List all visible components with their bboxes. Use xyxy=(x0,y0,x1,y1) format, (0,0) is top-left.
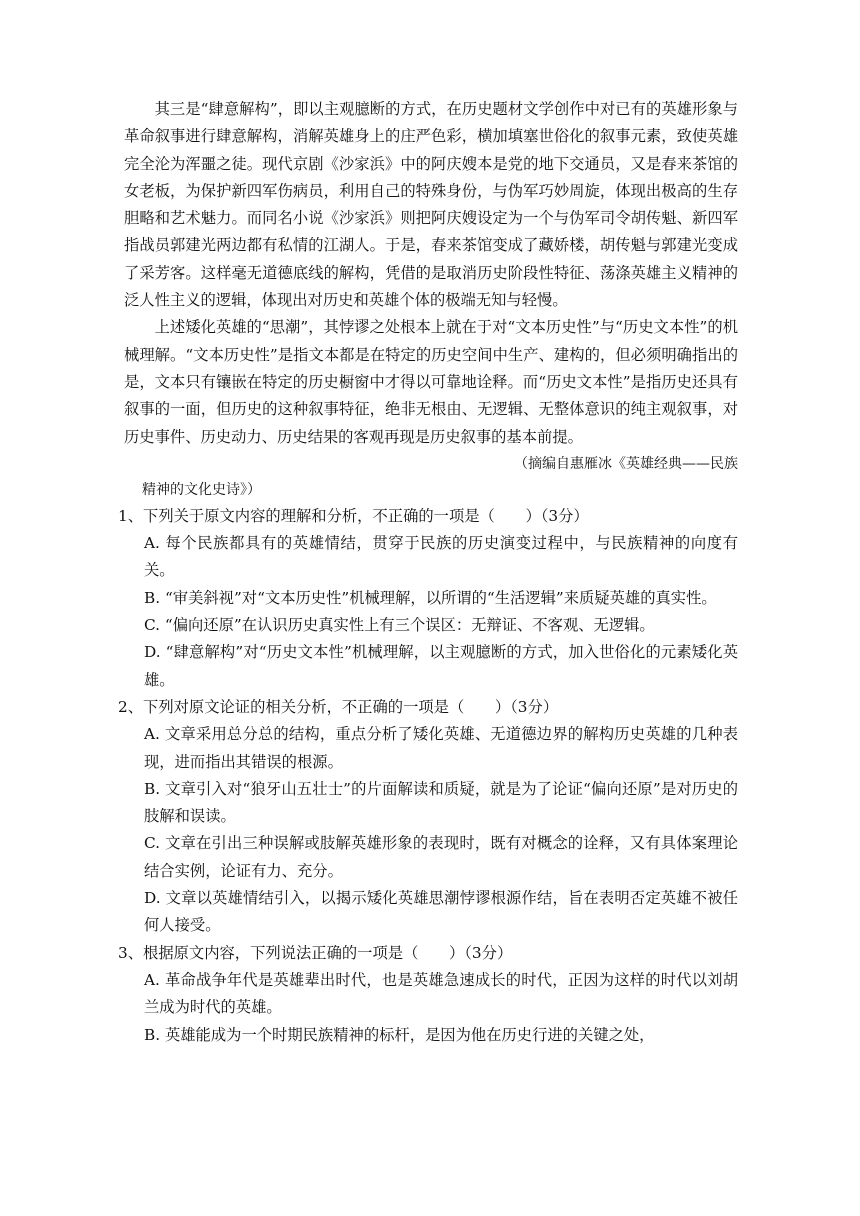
question-stem: 3、根据原文内容，下列说法正确的一项是（ ）（3分） xyxy=(118,943,513,962)
question-option-a: A. 革命战争年代是英雄辈出时代，也是英雄急速成长的时代，正因为这样的时代以刘胡兰成为时代的英雄。 xyxy=(144,970,738,1017)
citation-line-1: （摘编自惠雁冰《英雄经典——民族 xyxy=(514,455,738,472)
question-3 xyxy=(118,940,738,1049)
citation-line-2: 精神的文化史诗》） xyxy=(142,481,261,498)
question-option-d: D. 文章以英雄情结引入，以揭示矮化英雄思潮悖谬根源作结，旨在表明否定英雄不被任何人接受。 xyxy=(144,889,738,935)
question-option-b: B. 英雄能成为一个时期民族精神的标杆，是因为他在历史行进的关键之处， xyxy=(144,1025,655,1044)
question-option-c: C. “偏向还原”在认识历史真实性上有三个误区：无辩证、不客观、无逻辑。 xyxy=(144,616,655,635)
question-1 xyxy=(118,503,738,694)
question-option-b: B. 文章引入对“狼牙山五壮士”的片面解读和质疑，就是为了论证“偏向还原”是对历史的肢解和误读。 xyxy=(144,779,738,826)
question-option-b: B. “审美斜视”对“文本历史性”机械理解，以所谓的“生活逻辑”来质疑英雄的真实性。 xyxy=(144,588,717,607)
passage-paragraph-1: 其三是“肆意解构”，即以主观臆断的方式，在历史题材文学创作中对已有的英雄形象与革命叙事进行肆意解构，消解英雄身上的庄严色彩，横加填塞世俗化的叙事元素，致使英雄完全沦为浑噩之徒。现代京剧《沙家浜》中的阿庆嫂本是党的地下交通员，又是春来茶馆的女老板，为保护新四军伤病员，利用自己的特殊身份，与伪军巧妙周旋，体现出极高的生存胆略和艺术魅力。而同名小说《沙家浜》则把阿庆嫂设定为一个与伪军司令胡传魁、新四军指战员郭建光两边都有私情的江湖人。于是，春来茶馆变成了藏娇楼，胡传魁与郭建光变成了采芳客。这样毫无道德底线的解构，凭借的是取消历史阶段性特征、荡涤英雄主义精神的泛人性主义的逻辑，体现出对历史和英雄个体的极端无知与轻慢。 xyxy=(124,100,738,310)
question-option-a: A. 每个民族都具有的英雄情结，贯穿于民族的历史演变过程中，与民族精神的向度有关。 xyxy=(144,534,738,580)
question-option-c: C. 文章在引出三种误解或肢解英雄形象的表现时，既有对概念的诠释，又有具体案理论结合实例，论证有力、充分。 xyxy=(144,834,738,880)
document-page xyxy=(118,96,738,1049)
question-stem: 1、下列关于原文内容的理解和分析，不正确的一项是（ ）（3分） xyxy=(118,506,589,525)
question-2 xyxy=(118,694,738,940)
question-stem: 2、下列对原文论证的相关分析，不正确的一项是（ ）（3分） xyxy=(118,697,559,716)
question-option-a: A. 文章采用总分总的结构，重点分析了矮化英雄、无道德边界的解构历史英雄的几种表现，进而指出其错误的根源。 xyxy=(144,725,738,771)
question-option-d: D. “肆意解构”对“历史文本性”机械理解，以主观臆断的方式，加入世俗化的元素矮化英雄。 xyxy=(144,643,738,689)
passage-paragraph-2: 上述矮化英雄的“思潮”，其悖谬之处根本上就在于对“文本历史性”与“历史文本性”的机械理解。“文本历史性”是指文本都是在特定的历史空间中生产、建构的，但必须明确指出的是，文本只有镶嵌在特定的历史橱窗中才得以可靠地诠释。而“历史文本性”是指历史还具有叙事的一面，但历史的这种叙事特征，绝非无根由、无逻辑、无整体意识的纯主观叙事，对历史事件、历史动力、历史结果的客观再现是历史叙事的基本前提。 xyxy=(124,318,738,446)
